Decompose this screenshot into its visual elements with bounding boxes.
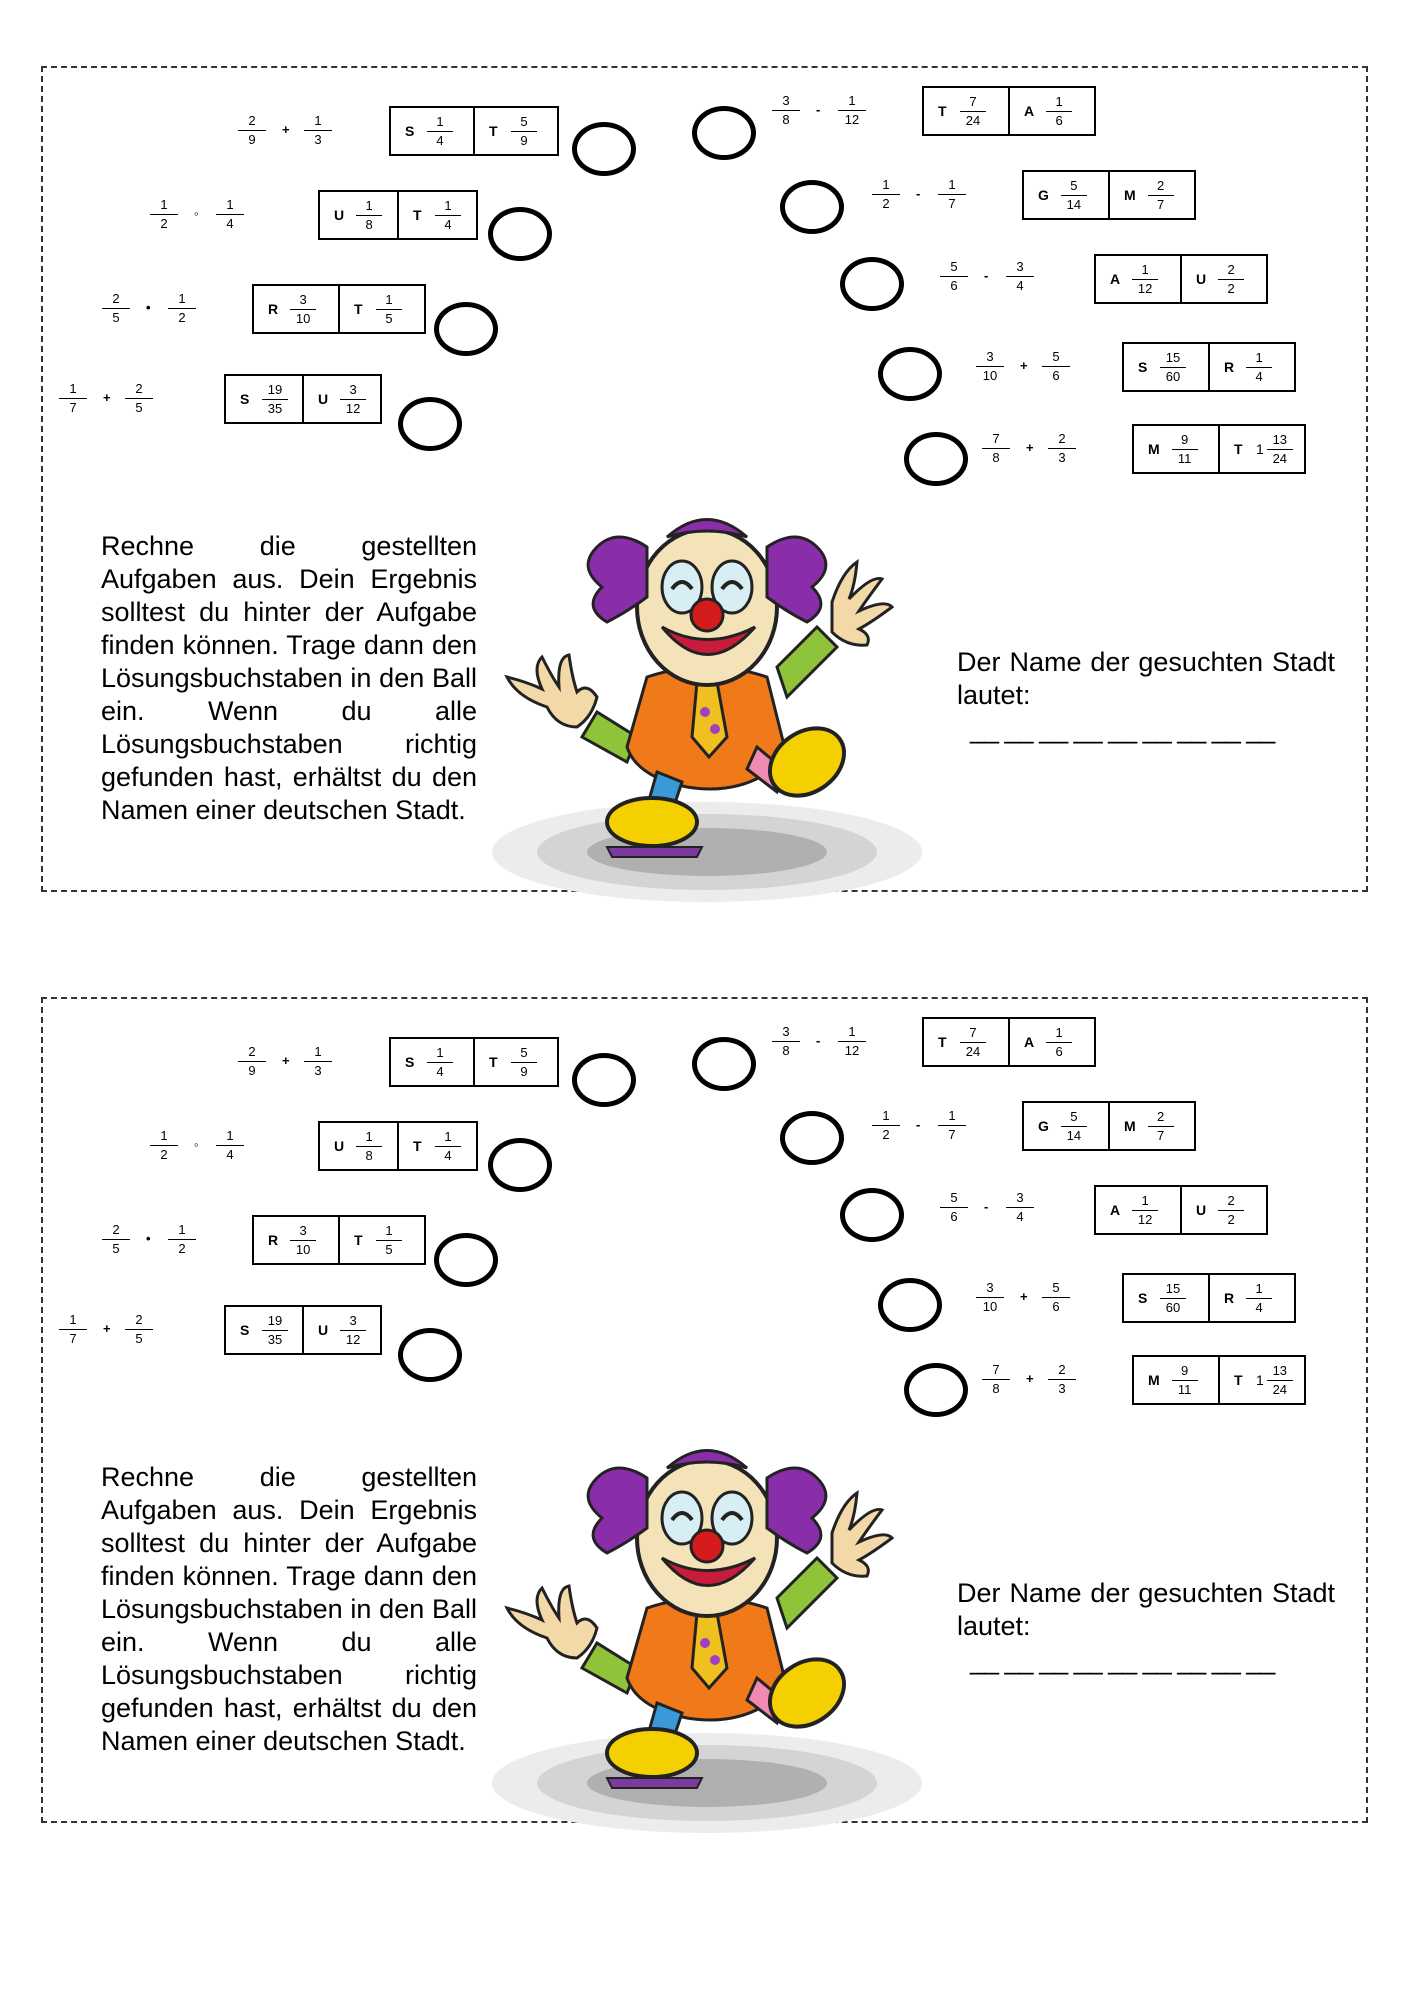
solution-letter: U <box>318 391 329 407</box>
operator: + <box>1020 1289 1028 1304</box>
answer-option-r <box>1208 1275 1294 1321</box>
denominator: 5 <box>135 1331 143 1346</box>
answer-option-s <box>391 1039 473 1085</box>
fraction <box>838 94 866 127</box>
solution-letter: M <box>1124 187 1136 203</box>
answer-options-box <box>252 1215 426 1265</box>
card-content <box>2 933 1414 1833</box>
solution-letter: T <box>489 123 498 139</box>
denominator: 2 <box>160 1147 168 1162</box>
solution-letter: R <box>268 1232 279 1248</box>
numerator: 1 <box>69 1312 77 1327</box>
option-fraction: 3 12 <box>340 383 366 416</box>
answer-ball[interactable] <box>434 1233 498 1287</box>
fraction <box>150 1129 178 1162</box>
denominator: 4 <box>1016 1209 1024 1224</box>
denominator: 10 <box>982 368 998 383</box>
answer-option-s <box>226 1307 302 1353</box>
option-fraction: 1 8 <box>356 1130 382 1163</box>
fraction <box>976 1281 1004 1314</box>
answer-options-box <box>922 86 1096 136</box>
option-fraction: 19 35 <box>262 383 288 416</box>
option-fraction: 1 4 <box>427 1046 453 1079</box>
solution-letter: T <box>354 301 363 317</box>
fraction <box>102 292 130 325</box>
solution-letter: U <box>1196 1202 1207 1218</box>
fraction <box>216 198 244 231</box>
option-fraction: 7 24 <box>960 95 986 128</box>
fraction <box>940 260 968 293</box>
answer-ball[interactable] <box>780 1111 844 1165</box>
operator: + <box>1026 1371 1034 1386</box>
answer-options-box <box>1122 1273 1296 1323</box>
numerator: 1 <box>882 177 890 192</box>
instructions-text: Rechne die gestellten Aufgaben aus. Dein Ergebnis solltest du hinter der Aufgabe finden können. Trage dann den Lösungsbuchstaben in den Ball ein. Wenn du alle Lösungsbuchstaben richtig gefunden hast, erhältst du den Namen einer deutschen Stadt. <box>101 531 477 825</box>
card-content <box>2 2 1414 902</box>
denominator: 9 <box>248 1063 256 1078</box>
result-prompt: Der Name der gesuchten Stadt lautet: <box>957 647 1335 710</box>
fraction <box>102 1223 130 1256</box>
answer-options-box <box>1022 1101 1196 1151</box>
solution-letter: M <box>1148 1372 1160 1388</box>
denominator: 9 <box>248 132 256 147</box>
operator: ◦ <box>194 1137 199 1152</box>
answer-ball[interactable] <box>398 1328 462 1382</box>
denominator: 7 <box>948 196 956 211</box>
answer-options-box <box>224 374 382 424</box>
option-fraction: 1 6 <box>1046 95 1072 128</box>
answer-options-box <box>1094 1185 1268 1235</box>
answer-options-box <box>1132 424 1306 474</box>
operator: + <box>103 1321 111 1336</box>
numerator: 1 <box>160 197 168 212</box>
operator: - <box>984 268 989 283</box>
operator: + <box>282 1053 290 1068</box>
denominator: 6 <box>950 1209 958 1224</box>
answer-options-box <box>389 106 559 156</box>
solution-letter: M <box>1148 441 1160 457</box>
option-fraction: 3 10 <box>290 1224 316 1257</box>
numerator: 3 <box>782 1024 790 1039</box>
operator: + <box>1020 358 1028 373</box>
result-prompt: Der Name der gesuchten Stadt lautet: <box>957 1578 1335 1641</box>
numerator: 1 <box>69 381 77 396</box>
fraction <box>1006 260 1034 293</box>
operator: • <box>146 1231 151 1246</box>
worksheet-card-2 <box>41 997 1368 1823</box>
answer-blanks[interactable]: __ __ __ __ __ __ __ __ __ <box>970 1645 1275 1675</box>
solution-letter: T <box>413 1138 422 1154</box>
numerator: 5 <box>950 259 958 274</box>
fraction <box>938 178 966 211</box>
numerator: 2 <box>1058 1362 1066 1377</box>
solution-letter: T <box>938 1034 947 1050</box>
solution-letter: S <box>1138 1290 1148 1306</box>
denominator: 2 <box>178 310 186 325</box>
answer-option-t <box>1218 426 1304 472</box>
option-fraction: 7 24 <box>960 1026 986 1059</box>
option-fraction: 3 10 <box>290 293 316 326</box>
denominator: 10 <box>982 1299 998 1314</box>
solution-letter: R <box>268 301 279 317</box>
fraction <box>238 114 266 147</box>
denominator: 2 <box>882 1127 890 1142</box>
answer-options-box <box>318 1121 478 1171</box>
answer-option-a <box>1008 1019 1094 1065</box>
denominator: 7 <box>948 1127 956 1142</box>
answer-option-u <box>1180 256 1266 302</box>
answer-ball[interactable] <box>904 432 968 486</box>
fraction <box>59 382 87 415</box>
fraction <box>59 1313 87 1346</box>
denominator: 5 <box>135 400 143 415</box>
option-fraction: 5 9 <box>511 1046 537 1079</box>
numerator: 5 <box>1052 349 1060 364</box>
answer-option-u <box>302 376 380 422</box>
denominator: 3 <box>1058 450 1066 465</box>
numerator: 1 <box>948 177 956 192</box>
fraction <box>872 178 900 211</box>
option-fraction: 9 11 <box>1172 433 1198 466</box>
fraction <box>216 1129 244 1162</box>
fraction <box>976 350 1004 383</box>
numerator: 1 <box>314 1044 322 1059</box>
option-fraction: 3 12 <box>340 1314 366 1347</box>
fraction <box>1042 350 1070 383</box>
denominator: 4 <box>226 216 234 231</box>
solution-letter: S <box>405 123 415 139</box>
solution-letter: T <box>354 1232 363 1248</box>
fraction <box>982 1363 1010 1396</box>
numerator: 5 <box>950 1190 958 1205</box>
solution-letter: T <box>1234 441 1243 457</box>
solution-letter: M <box>1124 1118 1136 1134</box>
answer-option-m <box>1134 1357 1218 1403</box>
answer-ball[interactable] <box>434 302 498 356</box>
answer-options-box <box>1094 254 1268 304</box>
solution-letter: U <box>318 1322 329 1338</box>
option-fraction: 1 4 <box>1246 351 1272 384</box>
denominator: 4 <box>226 1147 234 1162</box>
answer-ball[interactable] <box>692 1037 756 1091</box>
fraction <box>1042 1281 1070 1314</box>
whole-number: 1 <box>1256 1372 1264 1388</box>
answer-option-a <box>1096 256 1180 302</box>
answer-ball[interactable] <box>692 106 756 160</box>
fraction <box>304 114 332 147</box>
denominator: 3 <box>1058 1381 1066 1396</box>
option-fraction: 2 2 <box>1218 263 1244 296</box>
answer-options-box <box>389 1037 559 1087</box>
answer-option-r <box>254 1217 338 1263</box>
clown-illustration <box>487 1438 927 1838</box>
numerator: 2 <box>112 291 120 306</box>
answer-option-a <box>1008 88 1094 134</box>
answer-option-s <box>226 376 302 422</box>
operator: + <box>1026 440 1034 455</box>
fraction <box>938 1109 966 1142</box>
solution-letter: R <box>1224 1290 1235 1306</box>
answer-option-t <box>397 192 476 238</box>
answer-ball[interactable] <box>572 122 636 176</box>
option-fraction: 15 60 <box>1160 1282 1186 1315</box>
solution-letter: A <box>1024 1034 1035 1050</box>
solution-letter: S <box>1138 359 1148 375</box>
solution-letter: R <box>1224 359 1235 375</box>
fraction <box>1006 1191 1034 1224</box>
numerator: 1 <box>882 1108 890 1123</box>
fraction <box>125 382 153 415</box>
fraction <box>772 94 800 127</box>
whole-number: 1 <box>1256 441 1264 457</box>
fraction <box>168 1223 196 1256</box>
option-fraction: 1 4 <box>427 115 453 148</box>
answer-option-u <box>302 1307 380 1353</box>
option-fraction: 1 4 <box>435 199 461 232</box>
operator: - <box>916 1117 921 1132</box>
option-fraction: 5 14 <box>1061 1110 1087 1143</box>
answer-option-s <box>1124 1275 1208 1321</box>
numerator: 1 <box>160 1128 168 1143</box>
answer-ball[interactable] <box>904 1363 968 1417</box>
answer-option-m <box>1108 1103 1194 1149</box>
option-fraction: 5 9 <box>511 115 537 148</box>
denominator: 2 <box>160 216 168 231</box>
numerator: 2 <box>135 381 143 396</box>
numerator: 1 <box>226 197 234 212</box>
answer-ball[interactable] <box>878 347 942 401</box>
numerator: 3 <box>1016 259 1024 274</box>
numerator: 1 <box>848 1024 856 1039</box>
denominator: 8 <box>992 450 1000 465</box>
solution-letter: S <box>405 1054 415 1070</box>
answer-ball[interactable] <box>398 397 462 451</box>
fraction <box>238 1045 266 1078</box>
numerator: 1 <box>226 1128 234 1143</box>
denominator: 12 <box>844 1043 860 1058</box>
answer-ball[interactable] <box>840 257 904 311</box>
denominator: 7 <box>69 400 77 415</box>
answer-ball[interactable] <box>488 1138 552 1192</box>
option-fraction: 1 12 <box>1132 263 1158 296</box>
solution-letter: A <box>1024 103 1035 119</box>
numerator: 3 <box>1016 1190 1024 1205</box>
denominator: 6 <box>1052 1299 1060 1314</box>
option-fraction: 2 7 <box>1148 1110 1174 1143</box>
operator: - <box>816 1033 821 1048</box>
fraction <box>772 1025 800 1058</box>
fraction <box>168 292 196 325</box>
answer-option-r <box>254 286 338 332</box>
solution-letter: A <box>1110 1202 1121 1218</box>
solution-letter: T <box>938 103 947 119</box>
answer-option-g <box>1024 1103 1108 1149</box>
answer-option-u <box>320 192 397 238</box>
answer-ball[interactable] <box>572 1053 636 1107</box>
numerator: 2 <box>248 113 256 128</box>
answer-option-m <box>1134 426 1218 472</box>
option-fraction: 13 24 <box>1267 1364 1293 1397</box>
denominator: 12 <box>844 112 860 127</box>
numerator: 1 <box>178 291 186 306</box>
solution-letter: G <box>1038 187 1049 203</box>
fraction <box>838 1025 866 1058</box>
operator: + <box>282 122 290 137</box>
option-fraction: 1 12 <box>1132 1194 1158 1227</box>
answer-blanks[interactable]: __ __ __ __ __ __ __ __ __ <box>970 714 1275 744</box>
denominator: 8 <box>782 1043 790 1058</box>
option-fraction: 19 35 <box>262 1314 288 1347</box>
operator: - <box>984 1199 989 1214</box>
option-fraction: 1 8 <box>356 199 382 232</box>
numerator: 1 <box>948 1108 956 1123</box>
numerator: 5 <box>1052 1280 1060 1295</box>
answer-option-s <box>1124 344 1208 390</box>
clown-illustration <box>487 507 927 907</box>
fraction <box>872 1109 900 1142</box>
solution-letter: U <box>334 1138 345 1154</box>
answer-option-s <box>391 108 473 154</box>
option-fraction: 1 6 <box>1046 1026 1072 1059</box>
denominator: 8 <box>992 1381 1000 1396</box>
numerator: 1 <box>848 93 856 108</box>
answer-options-box <box>1122 342 1296 392</box>
option-fraction: 13 24 <box>1267 433 1293 466</box>
answer-option-u <box>320 1123 397 1169</box>
numerator: 3 <box>782 93 790 108</box>
answer-options-box <box>318 190 478 240</box>
answer-option-t <box>473 1039 557 1085</box>
solution-letter: T <box>489 1054 498 1070</box>
denominator: 2 <box>882 196 890 211</box>
fraction <box>150 198 178 231</box>
answer-option-m <box>1108 172 1194 218</box>
fraction <box>1048 1363 1076 1396</box>
answer-option-t <box>338 1217 424 1263</box>
answer-option-r <box>1208 344 1294 390</box>
answer-ball[interactable] <box>878 1278 942 1332</box>
solution-letter: G <box>1038 1118 1049 1134</box>
answer-option-a <box>1096 1187 1180 1233</box>
denominator: 6 <box>950 278 958 293</box>
answer-option-t <box>924 88 1008 134</box>
answer-options-box <box>252 284 426 334</box>
denominator: 6 <box>1052 368 1060 383</box>
solution-letter: T <box>413 207 422 223</box>
option-fraction: 1 4 <box>1246 1282 1272 1315</box>
answer-ball[interactable] <box>780 180 844 234</box>
option-fraction: 2 7 <box>1148 179 1174 212</box>
answer-option-t <box>1218 1357 1304 1403</box>
operator: ◦ <box>194 206 199 221</box>
numerator: 1 <box>314 113 322 128</box>
option-fraction: 2 2 <box>1218 1194 1244 1227</box>
solution-letter: U <box>1196 271 1207 287</box>
worksheet-card-1 <box>41 66 1368 892</box>
numerator: 3 <box>986 349 994 364</box>
solution-letter: A <box>1110 271 1121 287</box>
numerator: 2 <box>1058 431 1066 446</box>
option-fraction: 1 5 <box>376 1224 402 1257</box>
operator: - <box>816 102 821 117</box>
operator: + <box>103 390 111 405</box>
numerator: 7 <box>992 1362 1000 1377</box>
numerator: 2 <box>135 1312 143 1327</box>
option-fraction: 1 4 <box>435 1130 461 1163</box>
denominator: 5 <box>112 1241 120 1256</box>
fraction <box>982 432 1010 465</box>
instructions-text: Rechne die gestellten Aufgaben aus. Dein Ergebnis solltest du hinter der Aufgabe finden können. Trage dann den Lösungsbuchstaben in den Ball ein. Wenn du alle Lösungsbuchstaben richtig gefunden hast, erhältst du den Namen einer deutschen Stadt. <box>101 1462 477 1756</box>
operator: - <box>916 186 921 201</box>
option-fraction: 9 11 <box>1172 1364 1198 1397</box>
solution-letter: U <box>334 207 345 223</box>
numerator: 7 <box>992 431 1000 446</box>
answer-option-u <box>1180 1187 1266 1233</box>
fraction <box>304 1045 332 1078</box>
fraction <box>125 1313 153 1346</box>
fraction <box>940 1191 968 1224</box>
answer-ball[interactable] <box>488 207 552 261</box>
denominator: 7 <box>69 1331 77 1346</box>
denominator: 5 <box>112 310 120 325</box>
option-fraction: 5 14 <box>1061 179 1087 212</box>
numerator: 2 <box>248 1044 256 1059</box>
denominator: 3 <box>314 132 322 147</box>
answer-options-box <box>224 1305 382 1355</box>
numerator: 2 <box>112 1222 120 1237</box>
operator: • <box>146 300 151 315</box>
numerator: 3 <box>986 1280 994 1295</box>
answer-option-t <box>338 286 424 332</box>
fraction <box>1048 432 1076 465</box>
solution-letter: S <box>240 1322 250 1338</box>
answer-options-box <box>1022 170 1196 220</box>
answer-option-t <box>924 1019 1008 1065</box>
answer-option-t <box>397 1123 476 1169</box>
answer-options-box <box>1132 1355 1306 1405</box>
option-fraction: 15 60 <box>1160 351 1186 384</box>
numerator: 1 <box>178 1222 186 1237</box>
denominator: 4 <box>1016 278 1024 293</box>
answer-option-g <box>1024 172 1108 218</box>
solution-letter: T <box>1234 1372 1243 1388</box>
denominator: 3 <box>314 1063 322 1078</box>
answer-options-box <box>922 1017 1096 1067</box>
solution-letter: S <box>240 391 250 407</box>
answer-option-t <box>473 108 557 154</box>
answer-ball[interactable] <box>840 1188 904 1242</box>
option-fraction: 1 5 <box>376 293 402 326</box>
denominator: 2 <box>178 1241 186 1256</box>
denominator: 8 <box>782 112 790 127</box>
